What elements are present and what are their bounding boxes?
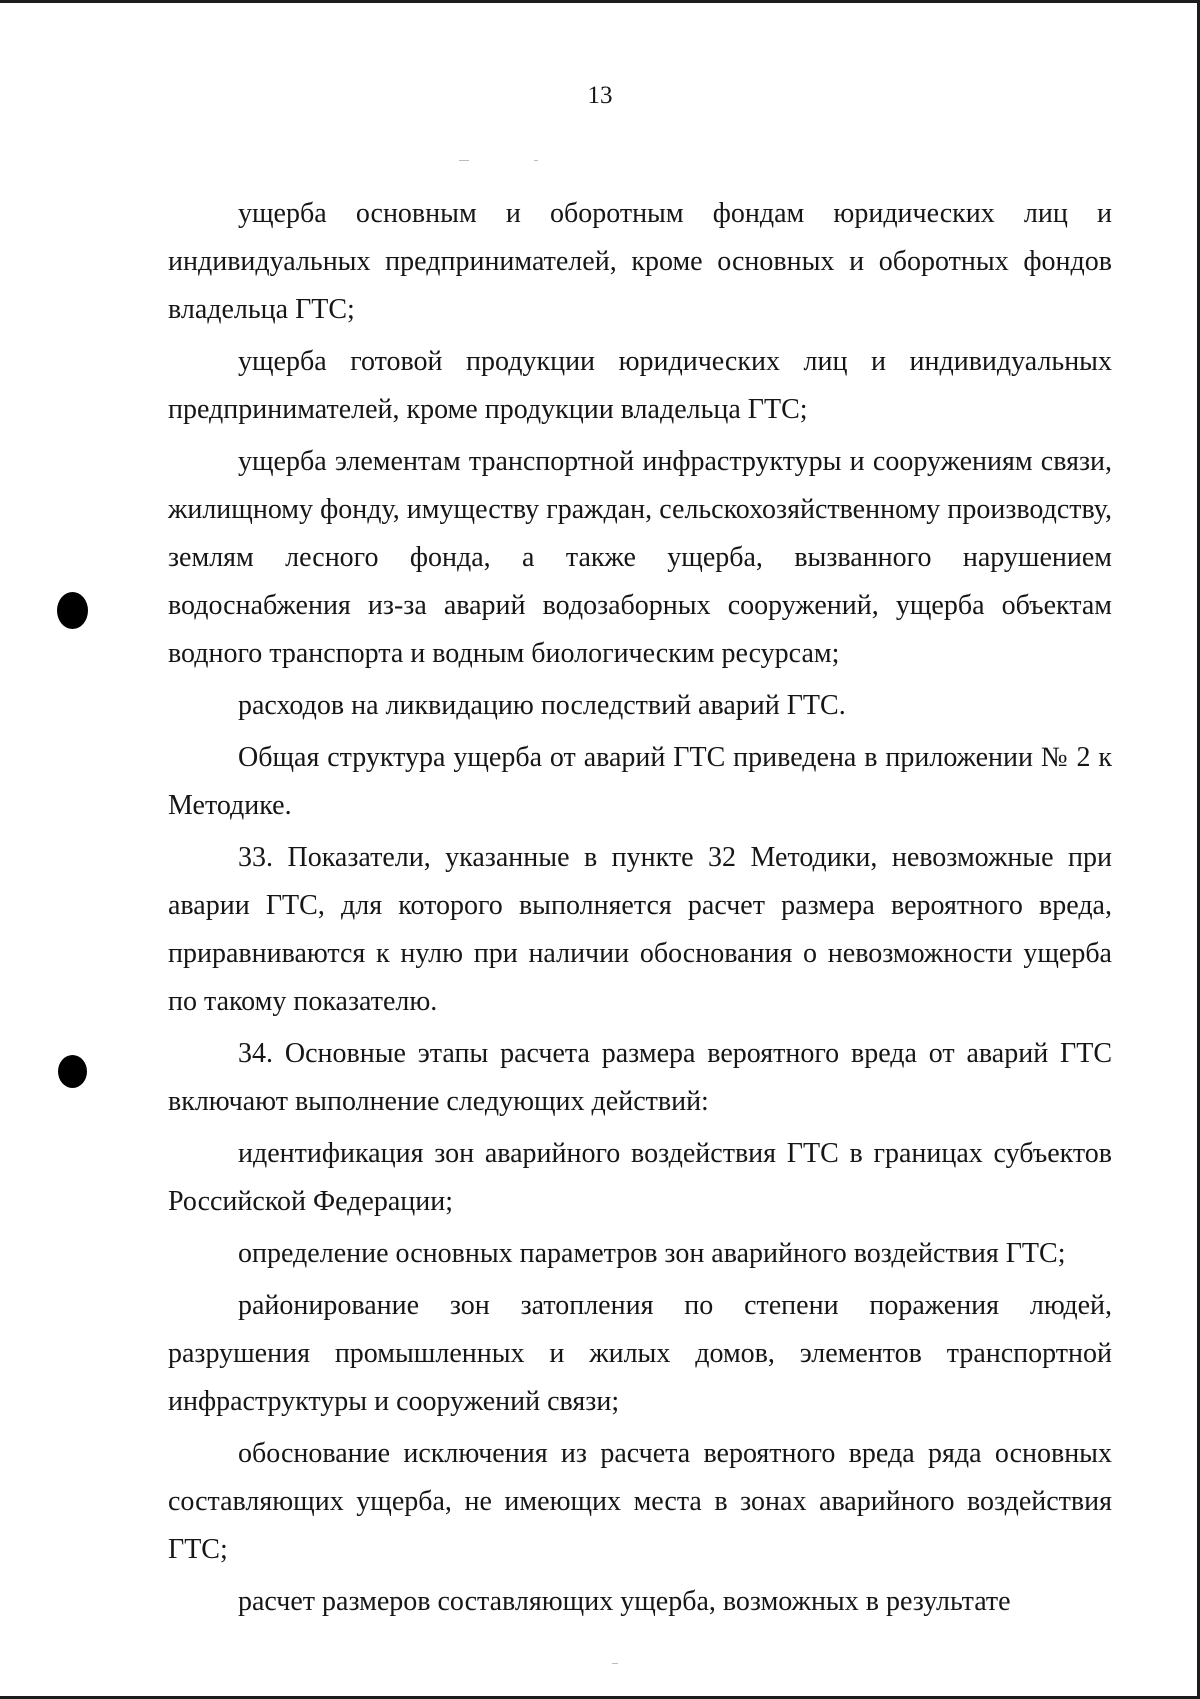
paragraph-damage-fixed-assets: ущерба основным и оборотным фондам юридических лиц и индивидуальных предпринимателей, кроме основных и оборотных фондов владельца ГТС;	[168, 198, 1112, 325]
paragraph-damage-calculation: расчет размеров составляющих ущерба, возможных в результате	[238, 1586, 1011, 1617]
paragraph-flood-zoning: районирование зон затопления по степени поражения людей, разрушения промышленных и жилых домов, элементов транспортной инфраструктуры и сооружений связи;	[168, 1290, 1112, 1417]
paragraph-damage-finished-products: ущерба готовой продукции юридических лиц и индивидуальных предпринимателей, кроме продукции владельца ГТС;	[168, 346, 1112, 425]
page-number: 13	[587, 82, 613, 109]
paragraph-zone-identification: идентификация зон аварийного воздействия ГТС в границах субъектов Российской Федерации;	[168, 1138, 1112, 1217]
paragraph-damage-infrastructure: ущерба элементам транспортной инфраструктуры и сооружениям связи, жилищному фонду, имуществу граждан, сельскохозяйственному производству, землям лесного фонда, а также ущерба, вызванного нарушением водоснабжения из-за аварий водозаборных сооружений, ущерба объектам водного транспорта и водным биологическим ресурсам;	[168, 446, 1112, 669]
punch-hole-mark	[57, 592, 88, 629]
punch-hole-mark	[58, 1055, 87, 1088]
scan-speck	[534, 160, 538, 161]
paragraph-item-33: 33. Показатели, указанные в пункте 32 Методики, невозможные при аварии ГТС, для которого выполняется расчет размера вероятного вреда, приравниваются к нулю при наличии обоснования о невозможности ущерба по такому показателю.	[168, 842, 1112, 1017]
scan-border-top	[0, 0, 1200, 3]
paragraph-damage-structure: Общая структура ущерба от аварий ГТС приведена в приложении № 2 к Методике.	[168, 742, 1112, 821]
paragraph-liquidation-costs: расходов на ликвидацию последствий аварий ГТС.	[238, 690, 846, 721]
document-body	[168, 190, 1112, 1626]
paragraph-zone-parameters: определение основных параметров зон аварийного воздействия ГТС;	[238, 1238, 1066, 1269]
paragraph-item-34: 34. Основные этапы расчета размера вероятного вреда от аварий ГТС включают выполнение следующих действий:	[168, 1038, 1112, 1117]
scan-speck	[459, 160, 469, 161]
paragraph-exclusion-justification: обоснование исключения из расчета вероятного вреда ряда основных составляющих ущерба, не имеющих места в зонах аварийного воздействия ГТС;	[168, 1438, 1112, 1565]
scan-speck	[612, 1663, 618, 1664]
